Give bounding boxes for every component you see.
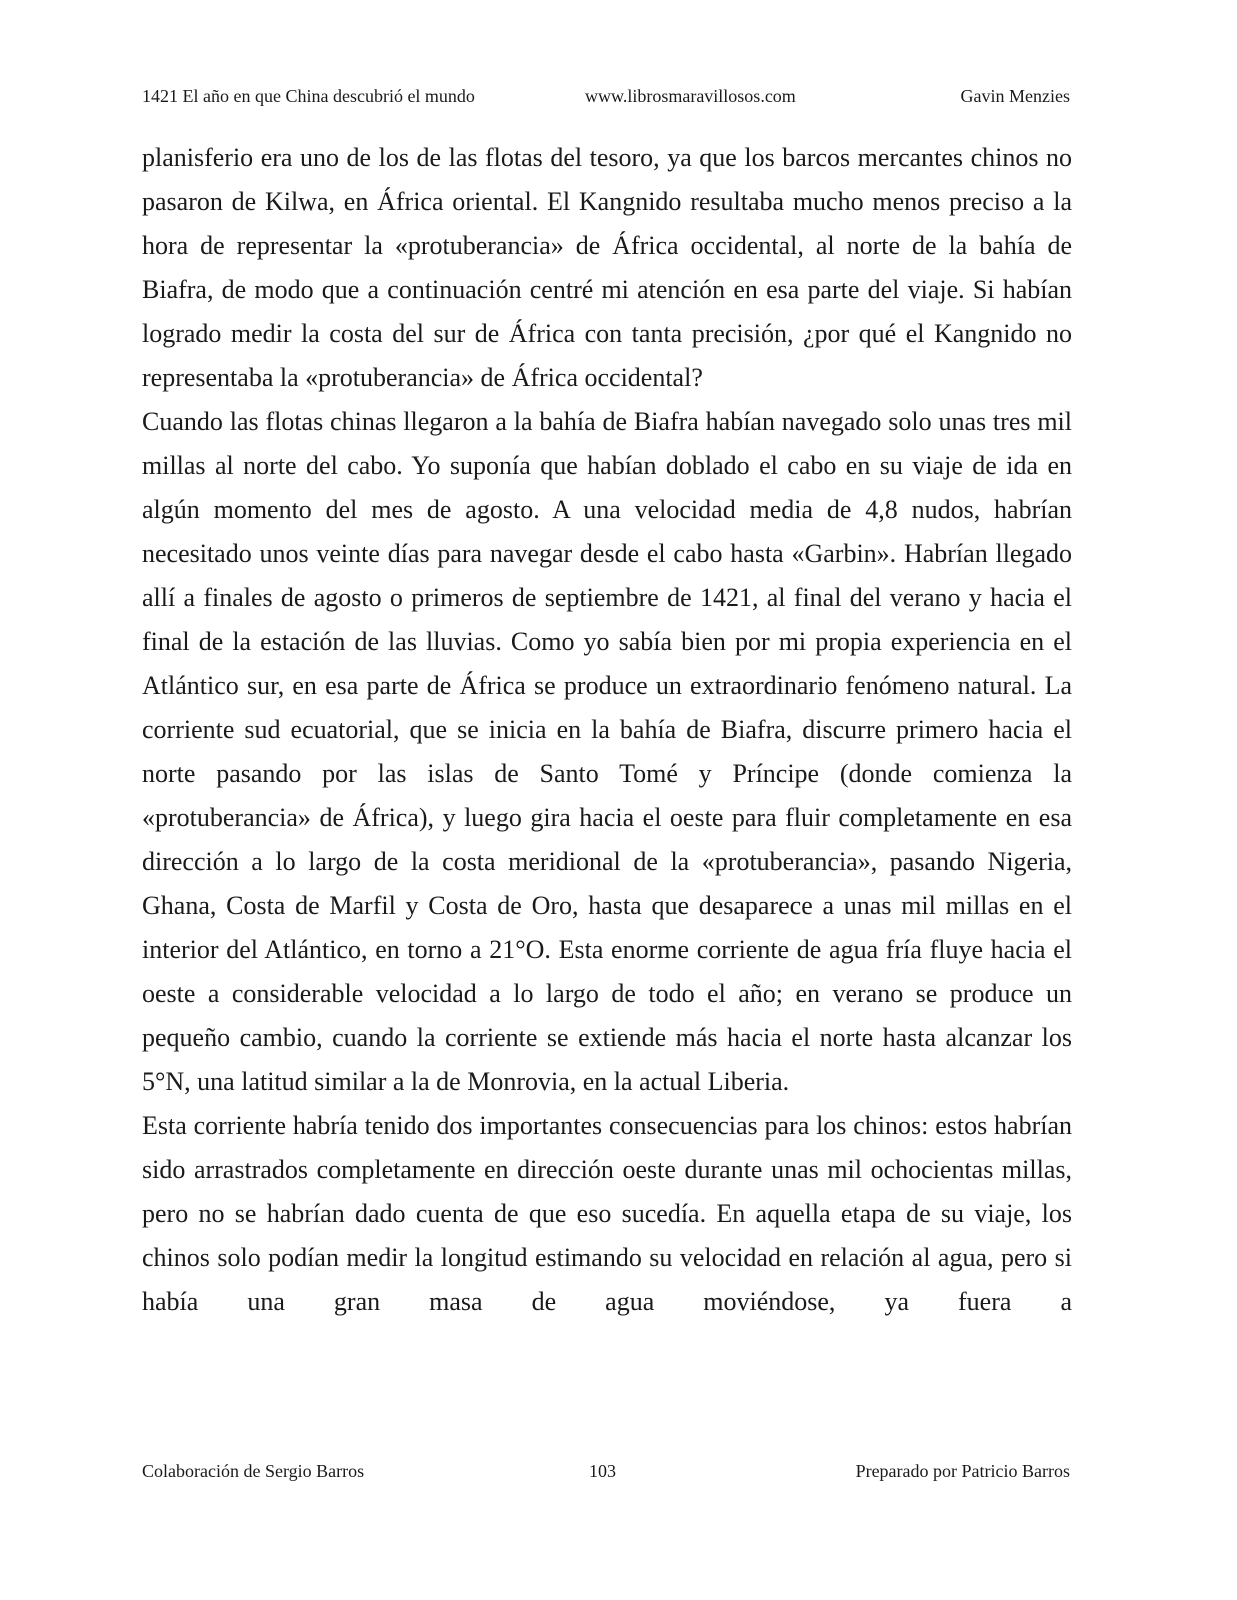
paragraph-2: Cuando las flotas chinas llegaron a la bahía de Biafra habían navegado solo unas tres mil millas al norte del cabo. Yo suponía que habían doblado el cabo en su viaje de ida en algún momento del mes de agosto. A una velocidad media de 4,8 nudos, habrían necesitado unos veinte días para navegar desde el cabo hasta «Garbin». Habrían llegado allí a finales de agosto o primeros de septiembre de 1421, al final del verano y hacia el final de la estación de las lluvias. Como yo sabía bien por mi propia experiencia en el Atlántico sur, en esa parte de África se produce un extraordinario fenómeno natural. La corriente sud ecuatorial, que se inicia en la bahía de Biafra, discurre primero hacia el norte pasando por las islas de Santo Tomé y Príncipe (donde comienza la «protuberancia» de África), y luego gira hacia el oeste para fluir completamente en esa dirección a lo largo de la costa meridional de la «protuberancia», pasando Nigeria, Ghana, Costa de Marfil y Costa de Oro, hasta que desaparece a unas mil millas en el interior del Atlántico, en torno a 21°O. Esta enorme corriente de agua fría fluye hacia el oeste a considerable velocidad a lo largo de todo el año; en verano se produce un pequeño cambio, cuando la corriente se extiende más hacia el norte hasta alcanzar los 5°N, una latitud similar a la de Monrovia, en la actual Liberia. <box>142 407 1072 1096</box>
running-header <box>142 86 1070 110</box>
paragraph-1: planisferio era uno de los de las flotas del tesoro, ya que los barcos mercantes chinos no pasaron de Kilwa, en África oriental. El Kangnido resultaba mucho menos preciso a la hora de representar la «protuberancia» de África occidental, al norte de la bahía de Biafra, de modo que a continuación centré mi atención en esa parte del viaje. Si habían logrado medir la costa del sur de África con tanta precisión, ¿por qué el Kangnido no representaba la «protuberancia» de África occidental? <box>142 143 1072 392</box>
collaboration-credit: Colaboración de Sergio Barros <box>142 1461 365 1481</box>
paragraph-3: Esta corriente habría tenido dos importantes consecuencias para los chinos: estos habrían sido arrastrados completamente en dirección oeste durante unas mil ochocientas millas, pero no se habrían dado cuenta de que eso sucedía. En aquella etapa de su viaje, los chinos solo podían medir la longitud estimando su velocidad en relación al agua, pero si había una gran masa de agua moviéndose, ya fuera a <box>142 1111 1072 1316</box>
author-name: Gavin Menzies <box>960 86 1070 106</box>
prepared-by-credit: Preparado por Patricio Barros <box>855 1461 1070 1481</box>
running-footer <box>142 1461 1070 1485</box>
website-link[interactable]: www.librosmaravillosos.com <box>585 86 796 106</box>
page-body <box>142 136 1072 1324</box>
book-title: 1421 El año en que China descubrió el mundo <box>142 86 475 106</box>
page-number: 103 <box>589 1461 616 1481</box>
